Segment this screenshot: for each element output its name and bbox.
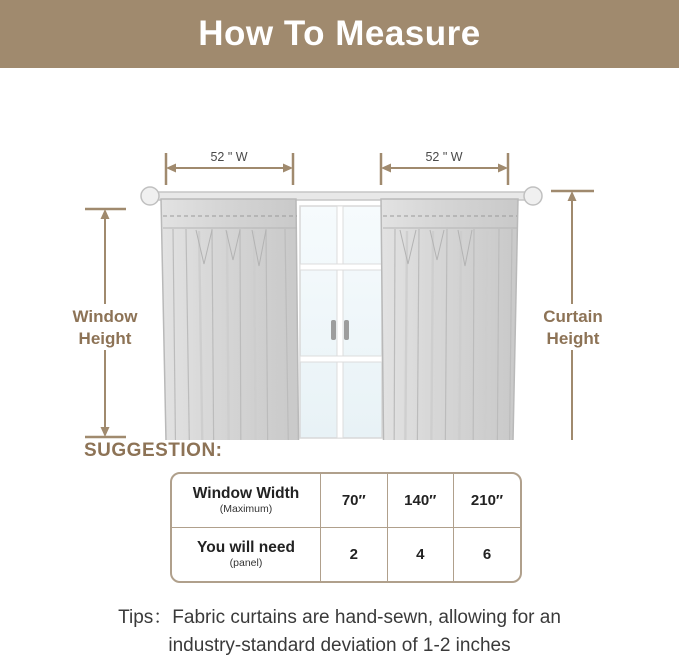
cell-panels-1: 2 <box>321 528 388 582</box>
curtain-height-label-line1: Curtain <box>543 307 603 326</box>
measure-illustration <box>0 68 679 440</box>
page-title: How To Measure <box>198 14 481 53</box>
table-row <box>172 474 520 528</box>
right-width-label: 52 " W <box>425 150 463 164</box>
row-label-panels-needed <box>172 528 321 582</box>
tips-label: Tips： <box>118 607 173 628</box>
tips-text-line1: Fabric curtains are hand-sewn, allowing for an <box>172 607 561 628</box>
row-label-main: Window Width <box>192 484 300 502</box>
table-row <box>172 528 520 582</box>
tips-text-line2: industry-standard deviation of 1-2 inches <box>168 634 511 656</box>
curtain-height-dimension <box>526 191 621 440</box>
window-height-dimension <box>58 209 153 437</box>
row-label-sub: (Maximum) <box>219 502 273 515</box>
suggestion-table <box>172 474 520 581</box>
window-height-label-line2: Height <box>78 329 132 348</box>
row-label-sub: (panel) <box>229 556 263 569</box>
curtain-height-label-line2: Height <box>546 329 600 348</box>
left-width-dimension <box>166 148 293 185</box>
left-curtain-panel <box>161 199 299 440</box>
tips-section <box>0 604 679 659</box>
curtain-diagram-svg <box>0 68 679 440</box>
suggestion-title: SUGGESTION: <box>84 440 223 461</box>
right-width-dimension <box>381 148 508 185</box>
suggestion-section <box>0 440 679 583</box>
window-height-label-line1: Window <box>72 307 138 326</box>
cell-width-1: 70″ <box>321 474 388 528</box>
window-graphic <box>293 196 389 440</box>
suggestion-table-wrapper <box>170 472 522 583</box>
right-curtain-panel <box>381 199 518 440</box>
cell-width-3: 210″ <box>454 474 521 528</box>
row-label-main: You will need <box>197 538 295 556</box>
cell-panels-3: 6 <box>454 528 521 582</box>
row-label-window-width <box>172 474 321 528</box>
left-width-label: 52 " W <box>210 150 248 164</box>
cell-panels-2: 4 <box>387 528 454 582</box>
cell-width-2: 140″ <box>387 474 454 528</box>
header-banner <box>0 0 679 68</box>
